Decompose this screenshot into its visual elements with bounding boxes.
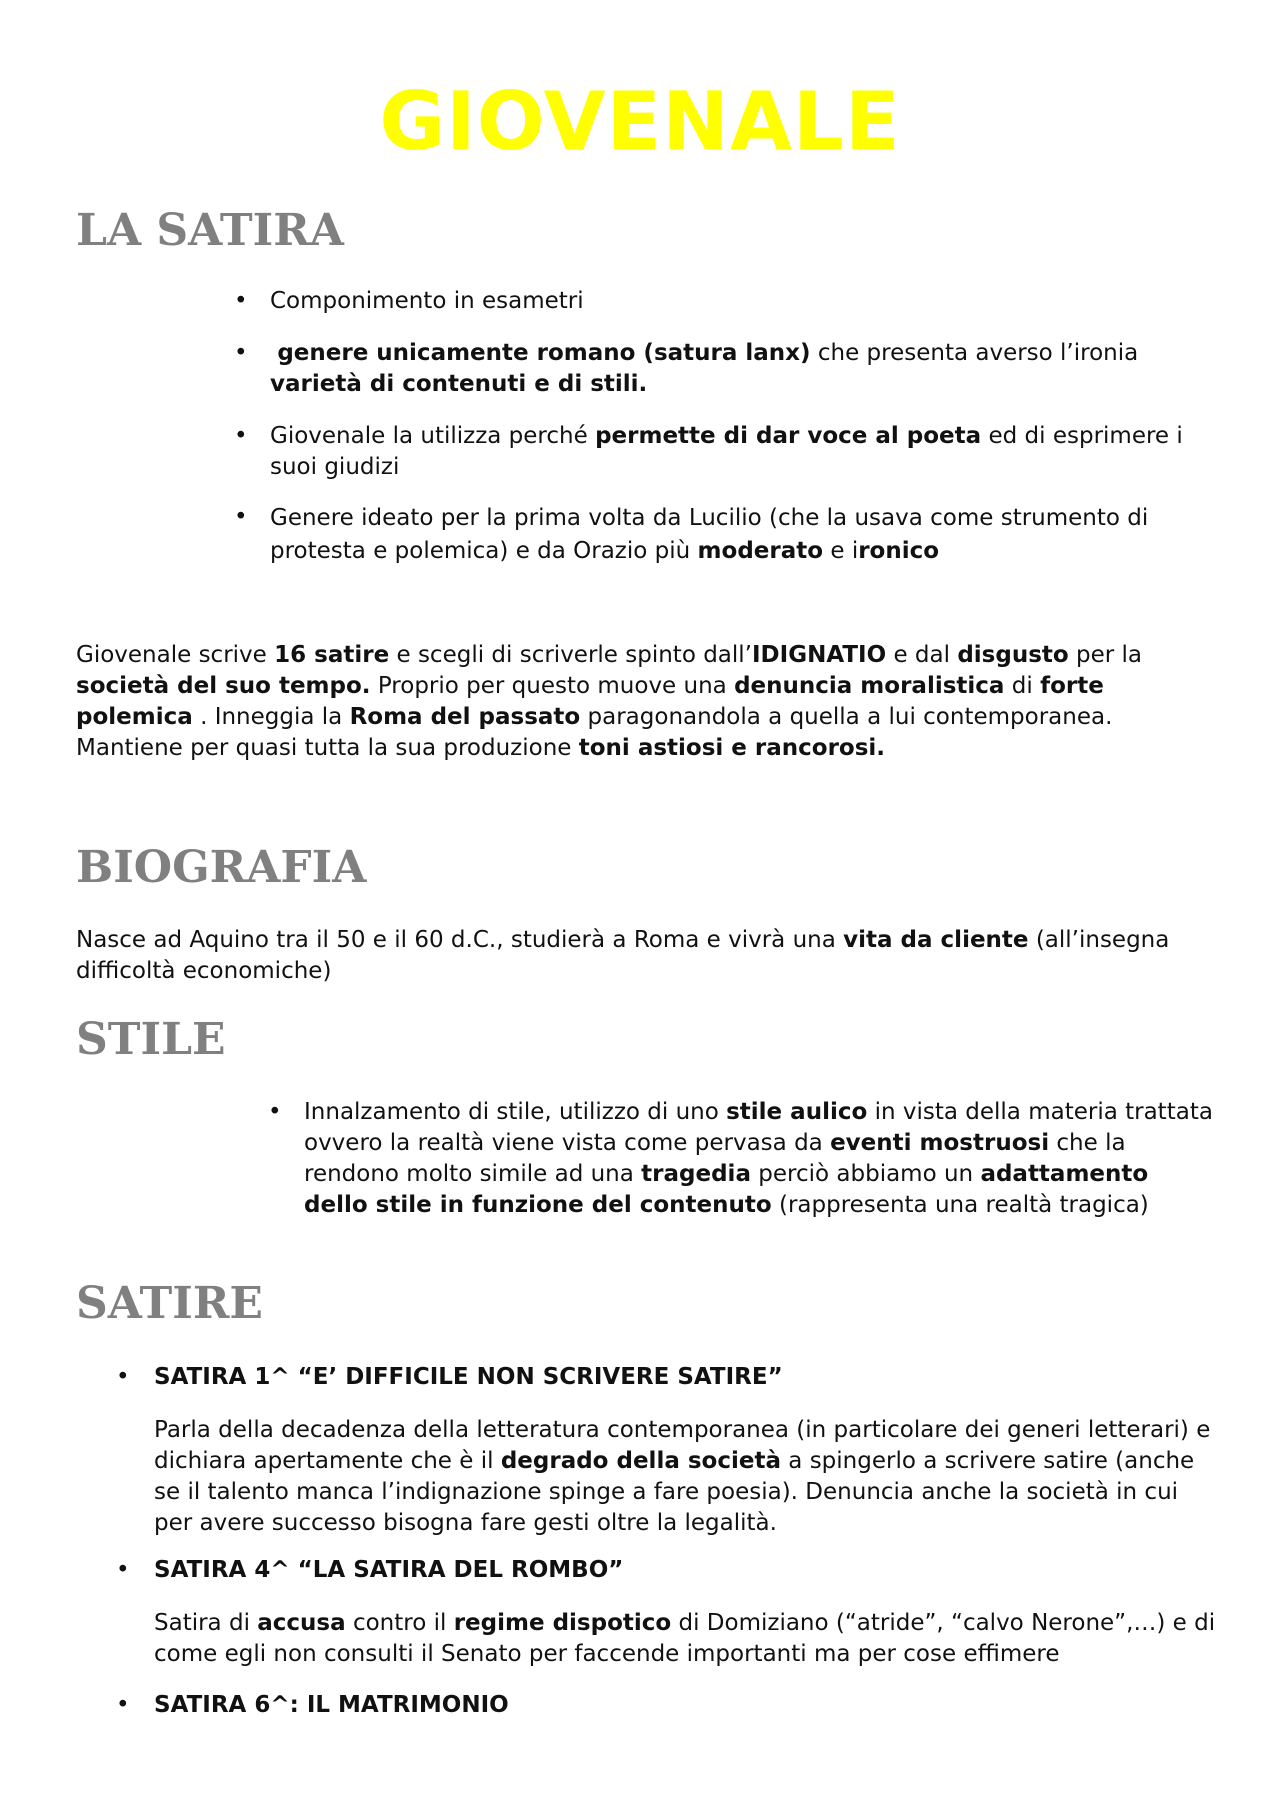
bullet-icon: • [268,1099,282,1125]
heading-la-satira: LA SATIRA [76,205,344,256]
bullet-icon: • [234,288,248,314]
satire-item-title: SATIRA 6^: IL MATRIMONIO [154,1692,509,1718]
heading-stile: STILE [76,1014,226,1065]
heading-satire: SATIRE [76,1278,263,1329]
bullet-text: Giovenale la utilizza perché permette di dar voce al poeta ed di esprimere i suoi giudizi [270,423,1183,480]
bullet-icon: • [234,340,248,366]
biografia-paragraph: Nasce ad Aquino tra il 50 e il 60 d.C., studierà a Roma e vivrà una vita da cliente (all’insegna difficoltà economiche) [76,927,1170,984]
bullet-text: Componimento in esametri [270,288,584,314]
bullet-text: Genere ideato per la prima volta da Lucilio (che la usava come strumento di protesta e polemica) e da Orazio più moderato e ironico [270,505,1149,564]
bullet-text: Innalzamento di stile, utilizzo di uno stile aulico in vista della materia trattata ovvero la realtà viene vista come pervasa da eventi mostruosi che la rendono molto simile ad una tragedia perciò abbiamo un adattamento dello stile in funzione del contenuto (rappresenta una realtà tragica) [304,1099,1213,1218]
bullet-icon: • [234,504,248,530]
satire-item-2-text: Satira di accusa contro il regime dispotico di Domiziano (“atride”, “calvo Nerone”,…) e di come egli non consulti il Senato per faccende importanti ma per cose effimere [154,1610,1216,1667]
bullet-icon: • [116,1364,130,1390]
bullet-text: genere unicamente romano (satura lanx) che presenta averso l’ironia varietà di contenuti e di stili. [270,340,1139,397]
satira-paragraph: Giovenale scrive 16 satire e scegli di scriverle spinto dall’IDIGNATIO e dal disgusto per la società del suo tempo. Proprio per questo muove una denuncia moralistica di forte polemica . Inneggia la Roma del passato paragonandola a quella a lui contemporanea. Mantiene per quasi tutta la sua produzione toni astiosi e rancorosi. [76,642,1143,761]
satire-item-1-text: Parla della decadenza della letteratura contemporanea (in particolare dei generi letterari) e dichiara apertamente che è il degrado della società a spingerlo a scrivere satire (anche se il talento manca l’indignazione spinge a fare poesia). Denuncia anche la società in cui per avere successo bisogna fare gesti oltre la legalità. [154,1417,1211,1536]
bullet-icon: • [116,1692,130,1718]
bullet-icon: • [116,1557,130,1583]
heading-biografia: BIOGRAFIA [76,842,367,893]
bullet-icon: • [234,423,248,449]
satire-item-title: SATIRA 4^ “LA SATIRA DEL ROMBO” [154,1557,624,1583]
document-title: GIOVENALE [379,75,901,168]
satire-item-title: SATIRA 1^ “E’ DIFFICILE NON SCRIVERE SATIRE” [154,1364,783,1390]
